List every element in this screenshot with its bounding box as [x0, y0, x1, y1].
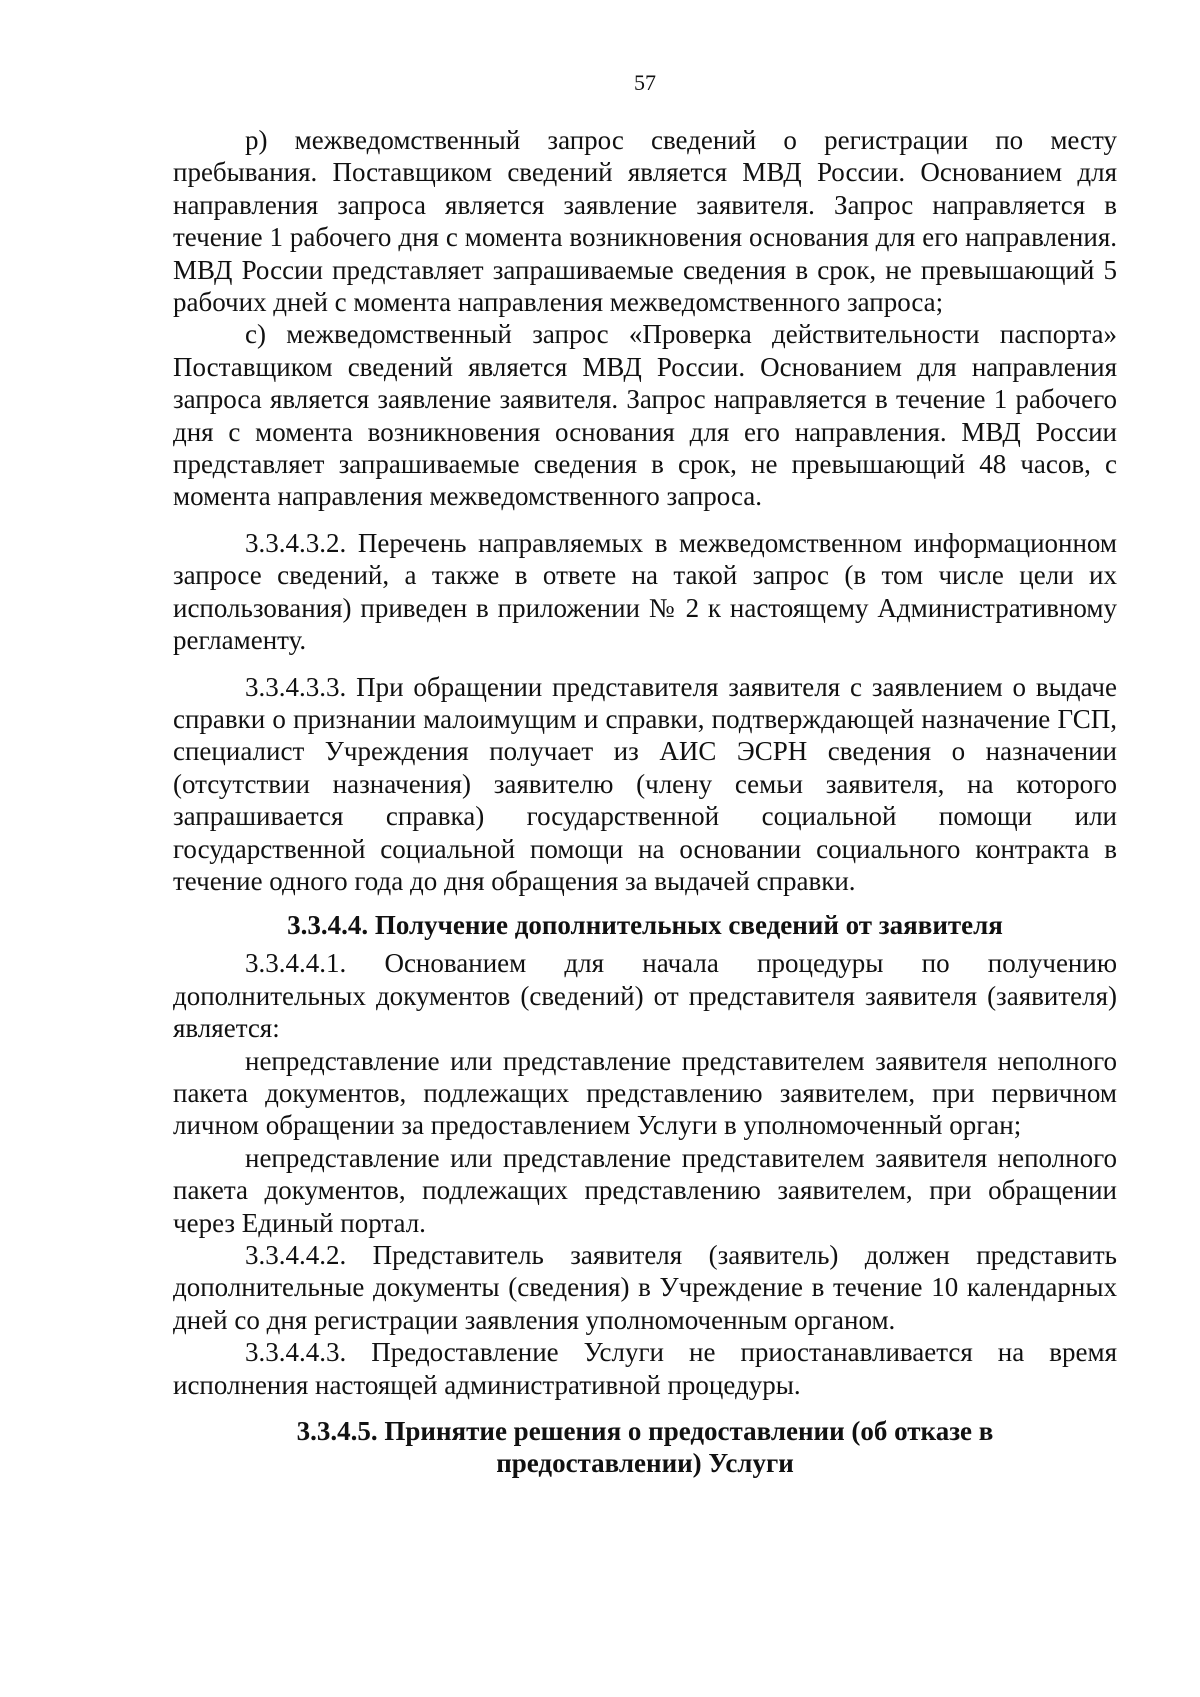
- paragraph-3-3-4-3-3: 3.3.4.3.3. При обращении представителя заявителя с заявлением о выдаче справки о признании малоимущим и справки, подтверждающей назначение ГСП, специалист Учреждения получает из АИС ЭСРН сведения о назначении (отсутствии назначения) заявителю (члену семьи заявителя, на которого запрашивается справка) государственной социальной помощи или государственной социальной помощи на основании социального контракта в течение одного года до дня обращения за выдачей справки.: [173, 671, 1117, 896]
- paragraph-3-3-4-3-2: 3.3.4.3.2. Перечень направляемых в межведомственном информационном запросе сведений, а также в ответе на такой запрос (в том числе цели их использования) приведен в приложении № 2 к настоящему Административному регламенту.: [173, 527, 1117, 656]
- paragraph-3-3-4-4-1: 3.3.4.4.1. Основанием для начала процедуры по получению дополнительных документов (сведений) от представителя заявителя (заявителя) является:: [173, 948, 1117, 1044]
- paragraph-nonsubmission-in-person: непредставление или представление представителем заявителя неполного пакета документов, подлежащих представлению заявителем, при первичном личном обращении за предоставлением Услуги в уполномоченный орган;: [173, 1045, 1117, 1141]
- paragraph-r-registration-query: р) межведомственный запрос сведений о регистрации по месту пребывания. Поставщиком сведений является МВД России. Основанием для направления запроса является заявление заявителя. Запрос направляется в течение 1 рабочего дня с момента возникновения основания для его направления. МВД России представляет запрашиваемые сведения в срок, не превышающий 5 рабочих дней с момента направления межведомственного запроса;: [173, 125, 1117, 318]
- document-page: [173, 70, 1117, 1485]
- page-number: 57: [634, 70, 656, 95]
- section-heading-3-3-4-4: 3.3.4.4. Получение дополнительных сведений от заявителя: [287, 910, 1003, 941]
- paragraph-nonsubmission-portal: непредставление или представление представителем заявителя неполного пакета документов, подлежащих представлению заявителем, при обращении через Единый портал.: [173, 1142, 1117, 1238]
- paragraph-3-3-4-4-3: 3.3.4.4.3. Предоставление Услуги не приостанавливается на время исполнения настоящей административной процедуры.: [173, 1337, 1117, 1400]
- paragraph-3-3-4-4-2: 3.3.4.4.2. Представитель заявителя (заявитель) должен представить дополнительные документы (сведения) в Учреждение в течение 10 календарных дней со дня регистрации заявления уполномоченным органом.: [173, 1240, 1117, 1335]
- section-heading-3-3-4-5-line1: 3.3.4.5. Принятие решения о предоставлении (об отказе в: [296, 1416, 994, 1447]
- paragraph-s-passport-check: с) межведомственный запрос «Проверка действительности паспорта» Поставщиком сведений является МВД России. Основанием для направления запроса является заявление заявителя. Запрос направляется в течение 1 рабочего дня с момента возникновения основания для его направления. МВД России представляет запрашиваемые сведения в срок, не превышающий 48 часов, с момента направления межведомственного запроса.: [173, 319, 1117, 512]
- section-heading-3-3-4-5-line2: предоставлении) Услуги: [496, 1448, 794, 1479]
- section-heading-3-3-4-5: [173, 1415, 1117, 1479]
